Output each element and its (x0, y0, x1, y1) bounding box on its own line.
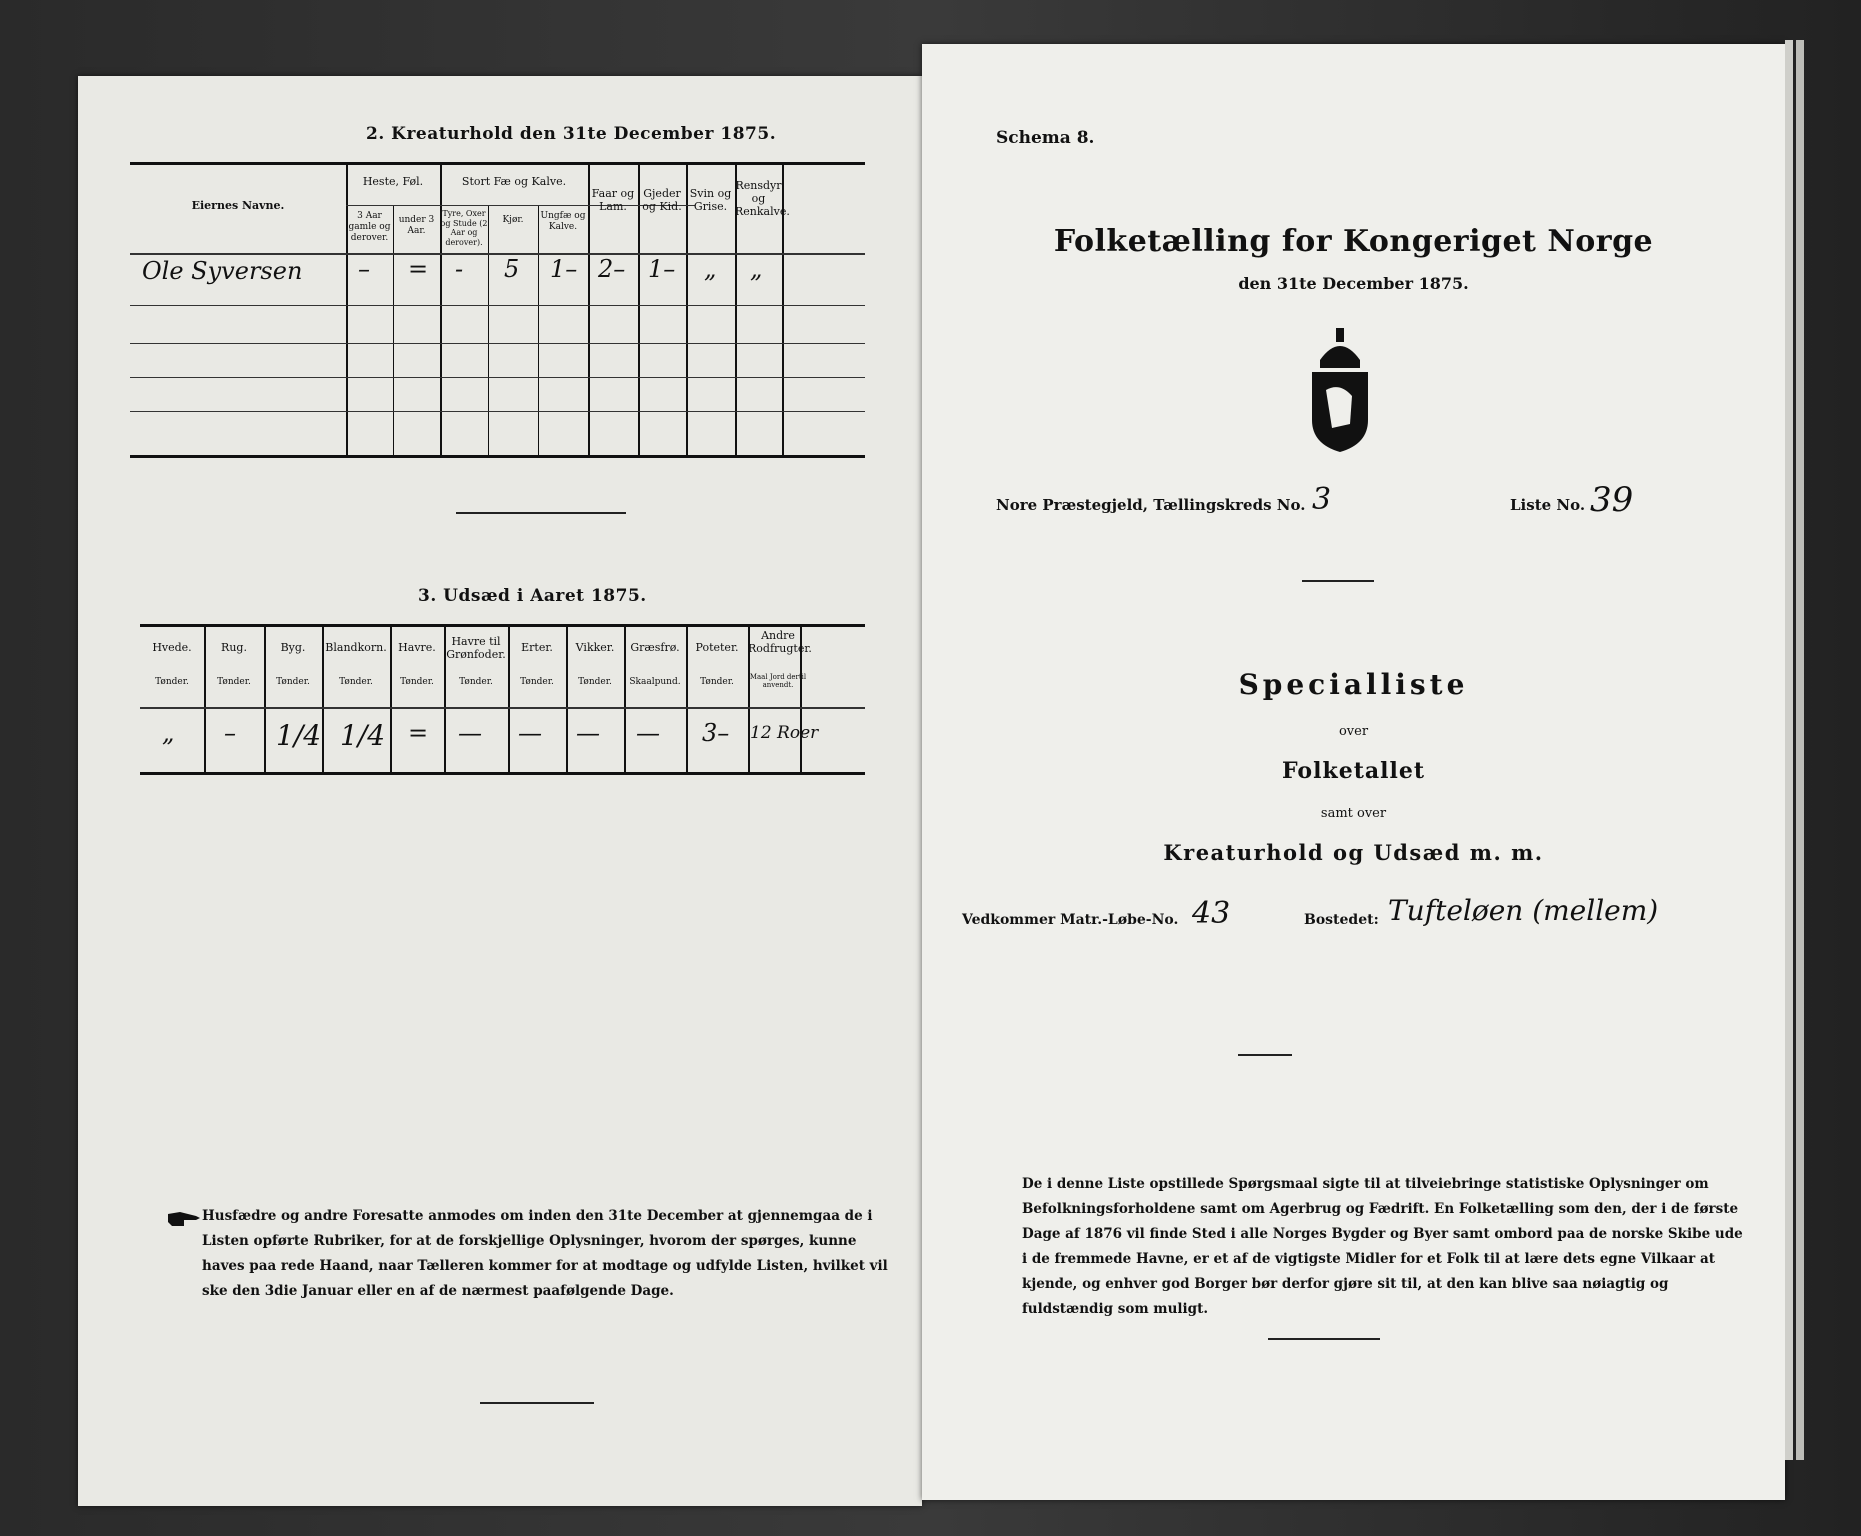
section2-title: 2. Kreaturhold den 31te December 1875. (366, 124, 777, 144)
seed-v-wheat: „ (162, 719, 175, 747)
list-number: 39 (1590, 480, 1634, 520)
seed-h-vetch: Vikker. (575, 641, 615, 654)
pigs-header: Svin og Grise. (689, 187, 732, 214)
page-edge-2 (1796, 40, 1804, 1460)
seed-v-grass: — (636, 719, 660, 747)
seed-v-potatoes: 3– (702, 719, 730, 747)
page-edge (1785, 40, 1793, 1460)
seed-h-mixed: Blandkorn. (325, 641, 387, 654)
seed-h-oats: Havre. (398, 641, 436, 654)
seed-u-1: Tønder. (217, 677, 251, 687)
seed-u-6: Tønder. (520, 677, 554, 687)
over-text: over (1338, 724, 1369, 739)
seed-h-rye: Rug. (221, 641, 247, 654)
district-number: 3 (1312, 482, 1332, 517)
seed-h-roots: Andre Rodfrugter. (748, 629, 812, 656)
parish-label: Nore Præstegjeld, Tællingskreds No. (996, 496, 1306, 514)
coat-of-arms-icon (1302, 324, 1378, 454)
seed-v-rye: – (224, 719, 236, 747)
goats-header: Gjeder og Kid. (642, 187, 682, 214)
seed-u-9: Tønder. (700, 677, 734, 687)
seed-u-4: Tønder. (400, 677, 434, 687)
cattle-col-a: Tyre, Oxer og Stude (2 Aar og derover). (440, 209, 488, 247)
seed-h-grass: Græsfrø. (630, 641, 680, 654)
matr-number: 43 (1192, 896, 1231, 931)
list-label: Liste No. (1510, 496, 1586, 514)
census-date: den 31te December 1875. (1238, 274, 1469, 293)
left-page (78, 76, 922, 1506)
owner-header: Eiernes Navne. (191, 199, 285, 212)
value-cattle-c: 1– (550, 255, 578, 283)
horses-col-b: under 3 Aar. (398, 215, 435, 236)
value-cattle-a: - (455, 255, 464, 283)
seed-h-potatoes: Poteter. (695, 641, 739, 654)
cattle-col-b: Kjør. (502, 215, 524, 225)
folketallet-title: Folketallet (1282, 758, 1425, 784)
seed-v-barley: 1/4 (276, 719, 322, 752)
specialliste-title: Specialliste (1238, 668, 1469, 701)
value-cattle-b: 5 (504, 255, 520, 283)
livestock-table (130, 162, 865, 458)
pointing-hand-icon (166, 1208, 202, 1230)
census-title: Folketælling for Kongeriget Norge (1053, 224, 1654, 259)
samt-over-text: samt over (1320, 806, 1387, 821)
value-horse-a: – (358, 255, 370, 283)
cattle-col-c: Ungfæ og Kalve. (540, 211, 586, 232)
seed-v-oats: = (408, 719, 429, 747)
seed-h-peas: Erter. (521, 641, 553, 654)
seed-u-2: Tønder. (276, 677, 310, 687)
seed-u-10: Maal Jord dertil anvendt. (749, 673, 807, 690)
seed-u-3: Tønder. (339, 677, 373, 687)
kreaturhold-title: Kreaturhold og Udsæd m. m. (1163, 840, 1544, 865)
schema-number: Schema 8. (996, 128, 1095, 148)
reindeer-header: Rensdyr og Renkalve. (735, 179, 790, 219)
census-explanation: De i denne Liste opstillede Spørgsmaal sigte til at tilveiebringe statistiske Oplysninger om Befolkningsforholdene samt om Agerbrug og Fædrift. En Folketælling som den, der i de første Dage af 1876 vil finde Sted i alle Norges Bygder og Byer samt ombord paa de norske Skibe ude i de fremmede Havne, er et af de vigtigste Midler for et Folk til at lære dets egne Vilkaar at kjende, og enhver god Borger bør derfor gjøre sit til, at den kan blive saa nøiagtig og fuldstændig som muligt. (1022, 1176, 1743, 1317)
sheep-header: Faar og Lam. (591, 187, 635, 214)
seed-u-7: Tønder. (578, 677, 612, 687)
horses-col-a: 3 Aar gamle og derover. (348, 211, 391, 243)
seed-v-peas: — (518, 719, 542, 747)
seed-v-mixed: 1/4 (340, 719, 386, 752)
value-reindeer: „ (750, 255, 763, 283)
seed-u-5: Tønder. (459, 677, 493, 687)
value-pigs: „ (704, 255, 717, 283)
bostedet-label: Bostedet: (1304, 912, 1379, 928)
owner-name: Ole Syversen (142, 257, 303, 285)
bostedet-value: Tufteløen (mellem) (1388, 894, 1659, 927)
matr-label: Vedkommer Matr.-Løbe-No. (962, 912, 1179, 928)
seed-v-vetch: — (576, 719, 600, 747)
seed-v-roots: 12 Roer (750, 723, 819, 743)
instructions-note: Husfædre og andre Foresatte anmodes om inden den 31te December at gjennemgaa de i Listen opførte Rubriker, for at de forskjellige Oplysninger, hvorom der spørges, kunne haves paa rede Haand, naar Tælleren kommer for at modtage og udfylde Listen, hvilket vil ske den 3die Januar eller en af de nærmest paafølgende Dage. (202, 1208, 888, 1299)
seed-h-green-oats: Havre til Grønfoder. (446, 635, 506, 662)
section3-title: 3. Udsæd i Aaret 1875. (418, 586, 647, 606)
seed-u-0: Tønder. (155, 677, 189, 687)
right-page (922, 44, 1785, 1500)
seed-v-green-oats: — (458, 719, 482, 747)
seed-u-8: Skaalpund. (629, 677, 681, 687)
value-horse-b: = (408, 255, 429, 283)
horses-header: Heste, Føl. (362, 175, 424, 188)
value-goats: 1– (648, 255, 676, 283)
seed-h-barley: Byg. (280, 641, 306, 654)
cattle-header: Stort Fæ og Kalve. (461, 175, 567, 188)
seed-table (140, 624, 865, 775)
seed-h-wheat: Hvede. (152, 641, 192, 654)
value-sheep: 2– (598, 255, 626, 283)
